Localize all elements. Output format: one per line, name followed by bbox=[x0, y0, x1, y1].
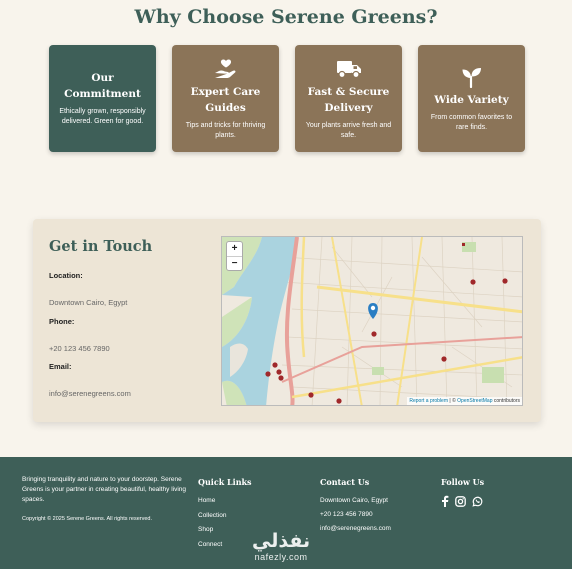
zoom-out-button[interactable]: − bbox=[227, 256, 242, 270]
contact-us-title: Contact Us bbox=[320, 477, 370, 487]
footer-address: Downtown Cairo, Egypt bbox=[320, 497, 388, 504]
card-title: Wide Variety bbox=[434, 94, 509, 106]
contact-title: Get in Touch bbox=[49, 238, 153, 255]
nafezly-watermark bbox=[252, 530, 310, 562]
seedling-icon bbox=[461, 64, 483, 90]
card-our-commitment bbox=[49, 45, 156, 152]
card-desc: Ethically grown, responsibly delivered. Green for good. bbox=[59, 108, 146, 125]
facebook-icon[interactable] bbox=[441, 495, 449, 507]
card-title: Fast & Secure Delivery bbox=[307, 86, 390, 114]
card-desc: Your plants arrive fresh and safe. bbox=[305, 122, 392, 139]
copyright: Copyright © 2025 Serene Greens. All rights reserved. bbox=[22, 516, 153, 522]
footer-about: Bringing tranquility and nature to your doorstep. Serene Greens is your partner in creating beautiful, healthy living spaces. bbox=[22, 476, 187, 503]
location-map[interactable] bbox=[221, 236, 523, 406]
card-desc: From common favorites to rare finds. bbox=[430, 114, 513, 131]
footer-phone: +20 123 456 7890 bbox=[320, 511, 373, 518]
footer-link-connect[interactable]: Connect bbox=[198, 541, 223, 548]
card-expert-care bbox=[172, 45, 279, 152]
quick-links-title: Quick Links bbox=[198, 477, 252, 487]
instagram-icon[interactable] bbox=[455, 496, 466, 507]
report-problem-link[interactable]: Report a problem bbox=[409, 398, 449, 404]
email-label: Email: bbox=[49, 362, 72, 371]
footer-link-collection[interactable]: Collection bbox=[198, 512, 227, 519]
card-title: Expert Care Guides bbox=[190, 86, 261, 114]
follow-us-title: Follow Us bbox=[441, 477, 485, 487]
openstreetmap-link[interactable]: OpenStreetMap bbox=[457, 398, 493, 404]
card-title: Our Commitment bbox=[64, 72, 141, 100]
watermark-latin: nafezly.com bbox=[254, 552, 308, 562]
card-desc: Tips and tricks for thriving plants. bbox=[185, 122, 266, 139]
map-zoom-controls bbox=[226, 241, 243, 271]
footer-link-home[interactable]: Home bbox=[198, 497, 216, 504]
zoom-in-button[interactable]: + bbox=[231, 243, 238, 254]
truck-icon bbox=[336, 56, 362, 82]
attribution-tail: contributors bbox=[492, 398, 520, 404]
location-label: Location: bbox=[49, 271, 83, 280]
footer-link-shop[interactable]: Shop bbox=[198, 526, 214, 533]
whatsapp-icon[interactable] bbox=[472, 496, 483, 507]
location-value: Downtown Cairo, Egypt bbox=[49, 298, 128, 307]
footer-email: info@serenegreens.com bbox=[320, 525, 391, 532]
attribution-separator: | © bbox=[448, 398, 458, 404]
card-wide-variety bbox=[418, 45, 525, 152]
watermark-arabic: نفذلي bbox=[252, 530, 311, 552]
why-choose-title: Why Choose Serene Greens? bbox=[134, 6, 438, 28]
phone-label: Phone: bbox=[49, 317, 75, 326]
map-tiles bbox=[222, 237, 523, 406]
hand-heart-icon bbox=[214, 56, 238, 82]
phone-value: +20 123 456 7890 bbox=[49, 344, 110, 353]
email-value: info@serenegreens.com bbox=[49, 389, 131, 398]
card-fast-delivery bbox=[295, 45, 402, 152]
social-links bbox=[441, 495, 483, 507]
map-attribution bbox=[407, 397, 522, 405]
